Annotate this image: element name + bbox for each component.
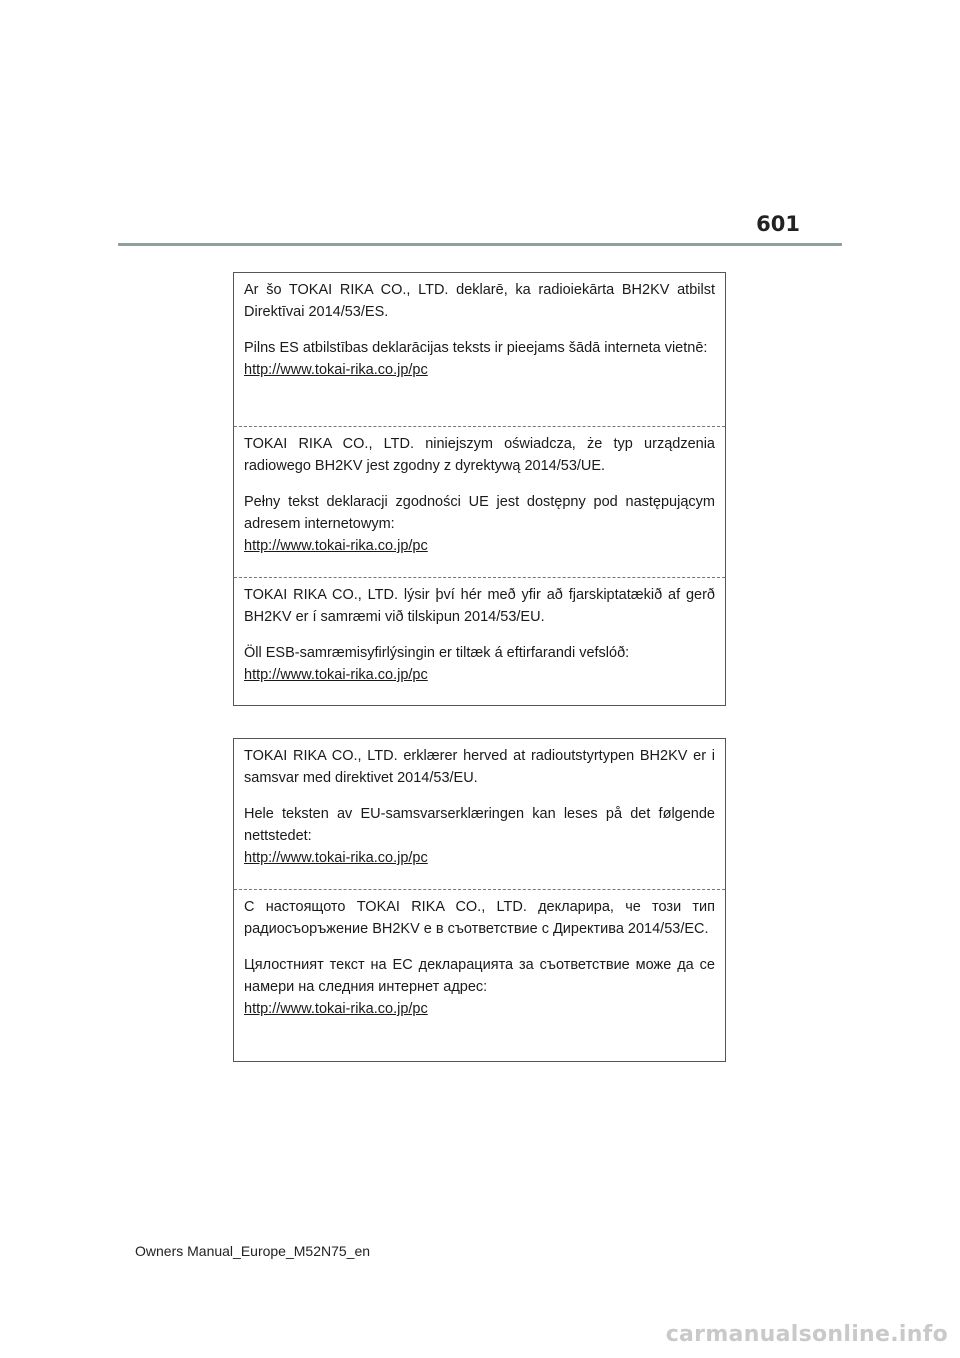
watermark: carmanualsonline.info: [665, 1322, 948, 1347]
declaration-bulgarian: [234, 890, 725, 1061]
declaration-statement: С настоящото TOKAI RIKA CO., LTD. декларира, че този тип радиосъоръжение BH2KV е в съответствие с Директива 2014/53/ЕС.: [244, 899, 715, 937]
declaration-full-text-note: Hele teksten av EU-samsvarserklæringen kan leses på det følgende nettstedet:: [244, 806, 715, 844]
page-number: 601: [756, 212, 800, 236]
declaration-polish: [234, 427, 725, 578]
declaration-box-1: [233, 272, 726, 706]
declaration-statement: TOKAI RIKA CO., LTD. erklærer herved at radioutstyrtypen BH2KV er i samsvar med direktivet 2014/53/EU.: [244, 748, 715, 786]
declaration-full-text-note: Pilns ES atbilstības deklarācijas teksts ir pieejams šādā interneta vietnē:: [244, 340, 708, 356]
declaration-latvian: [234, 273, 725, 427]
declaration-full-text-note: Цялостният текст на ЕС декларацията за съответствие може да се намери на следния интернет адрес:: [244, 957, 715, 995]
declaration-norwegian: [234, 739, 725, 890]
declaration-icelandic: [234, 578, 725, 705]
declaration-statement: Ar šo TOKAI RIKA CO., LTD. deklarē, ka radioiekārta BH2KV atbilst Direktīvai 2014/53/ES.: [244, 282, 715, 320]
declaration-box-2: [233, 738, 726, 1062]
declaration-url-link[interactable]: http://www.tokai-rika.co.jp/pc: [244, 667, 428, 683]
declaration-full-text-note: Pełny tekst deklaracji zgodności UE jest dostępny pod następującym adresem internetowym:: [244, 494, 715, 532]
declaration-url-link[interactable]: http://www.tokai-rika.co.jp/pc: [244, 538, 428, 554]
declaration-full-text-note: Öll ESB-samræmisyfirlýsingin er tiltæk á eftirfarandi vefslóð:: [244, 645, 630, 661]
footer-manual-id: Owners Manual_Europe_M52N75_en: [135, 1243, 371, 1259]
declaration-url-link[interactable]: http://www.tokai-rika.co.jp/pc: [244, 362, 428, 378]
declaration-statement: TOKAI RIKA CO., LTD. lýsir því hér með yfir að fjarskiptatækið af gerð BH2KV er í samræmi við tilskipun 2014/53/EU.: [244, 587, 715, 625]
declaration-statement: TOKAI RIKA CO., LTD. niniejszym oświadcza, że typ urządzenia radiowego BH2KV jest zgodny z dyrektywą 2014/53/UE.: [244, 436, 715, 474]
declaration-url-link[interactable]: http://www.tokai-rika.co.jp/pc: [244, 850, 428, 866]
declaration-url-link[interactable]: http://www.tokai-rika.co.jp/pc: [244, 1001, 428, 1017]
header-rule: [118, 243, 842, 246]
